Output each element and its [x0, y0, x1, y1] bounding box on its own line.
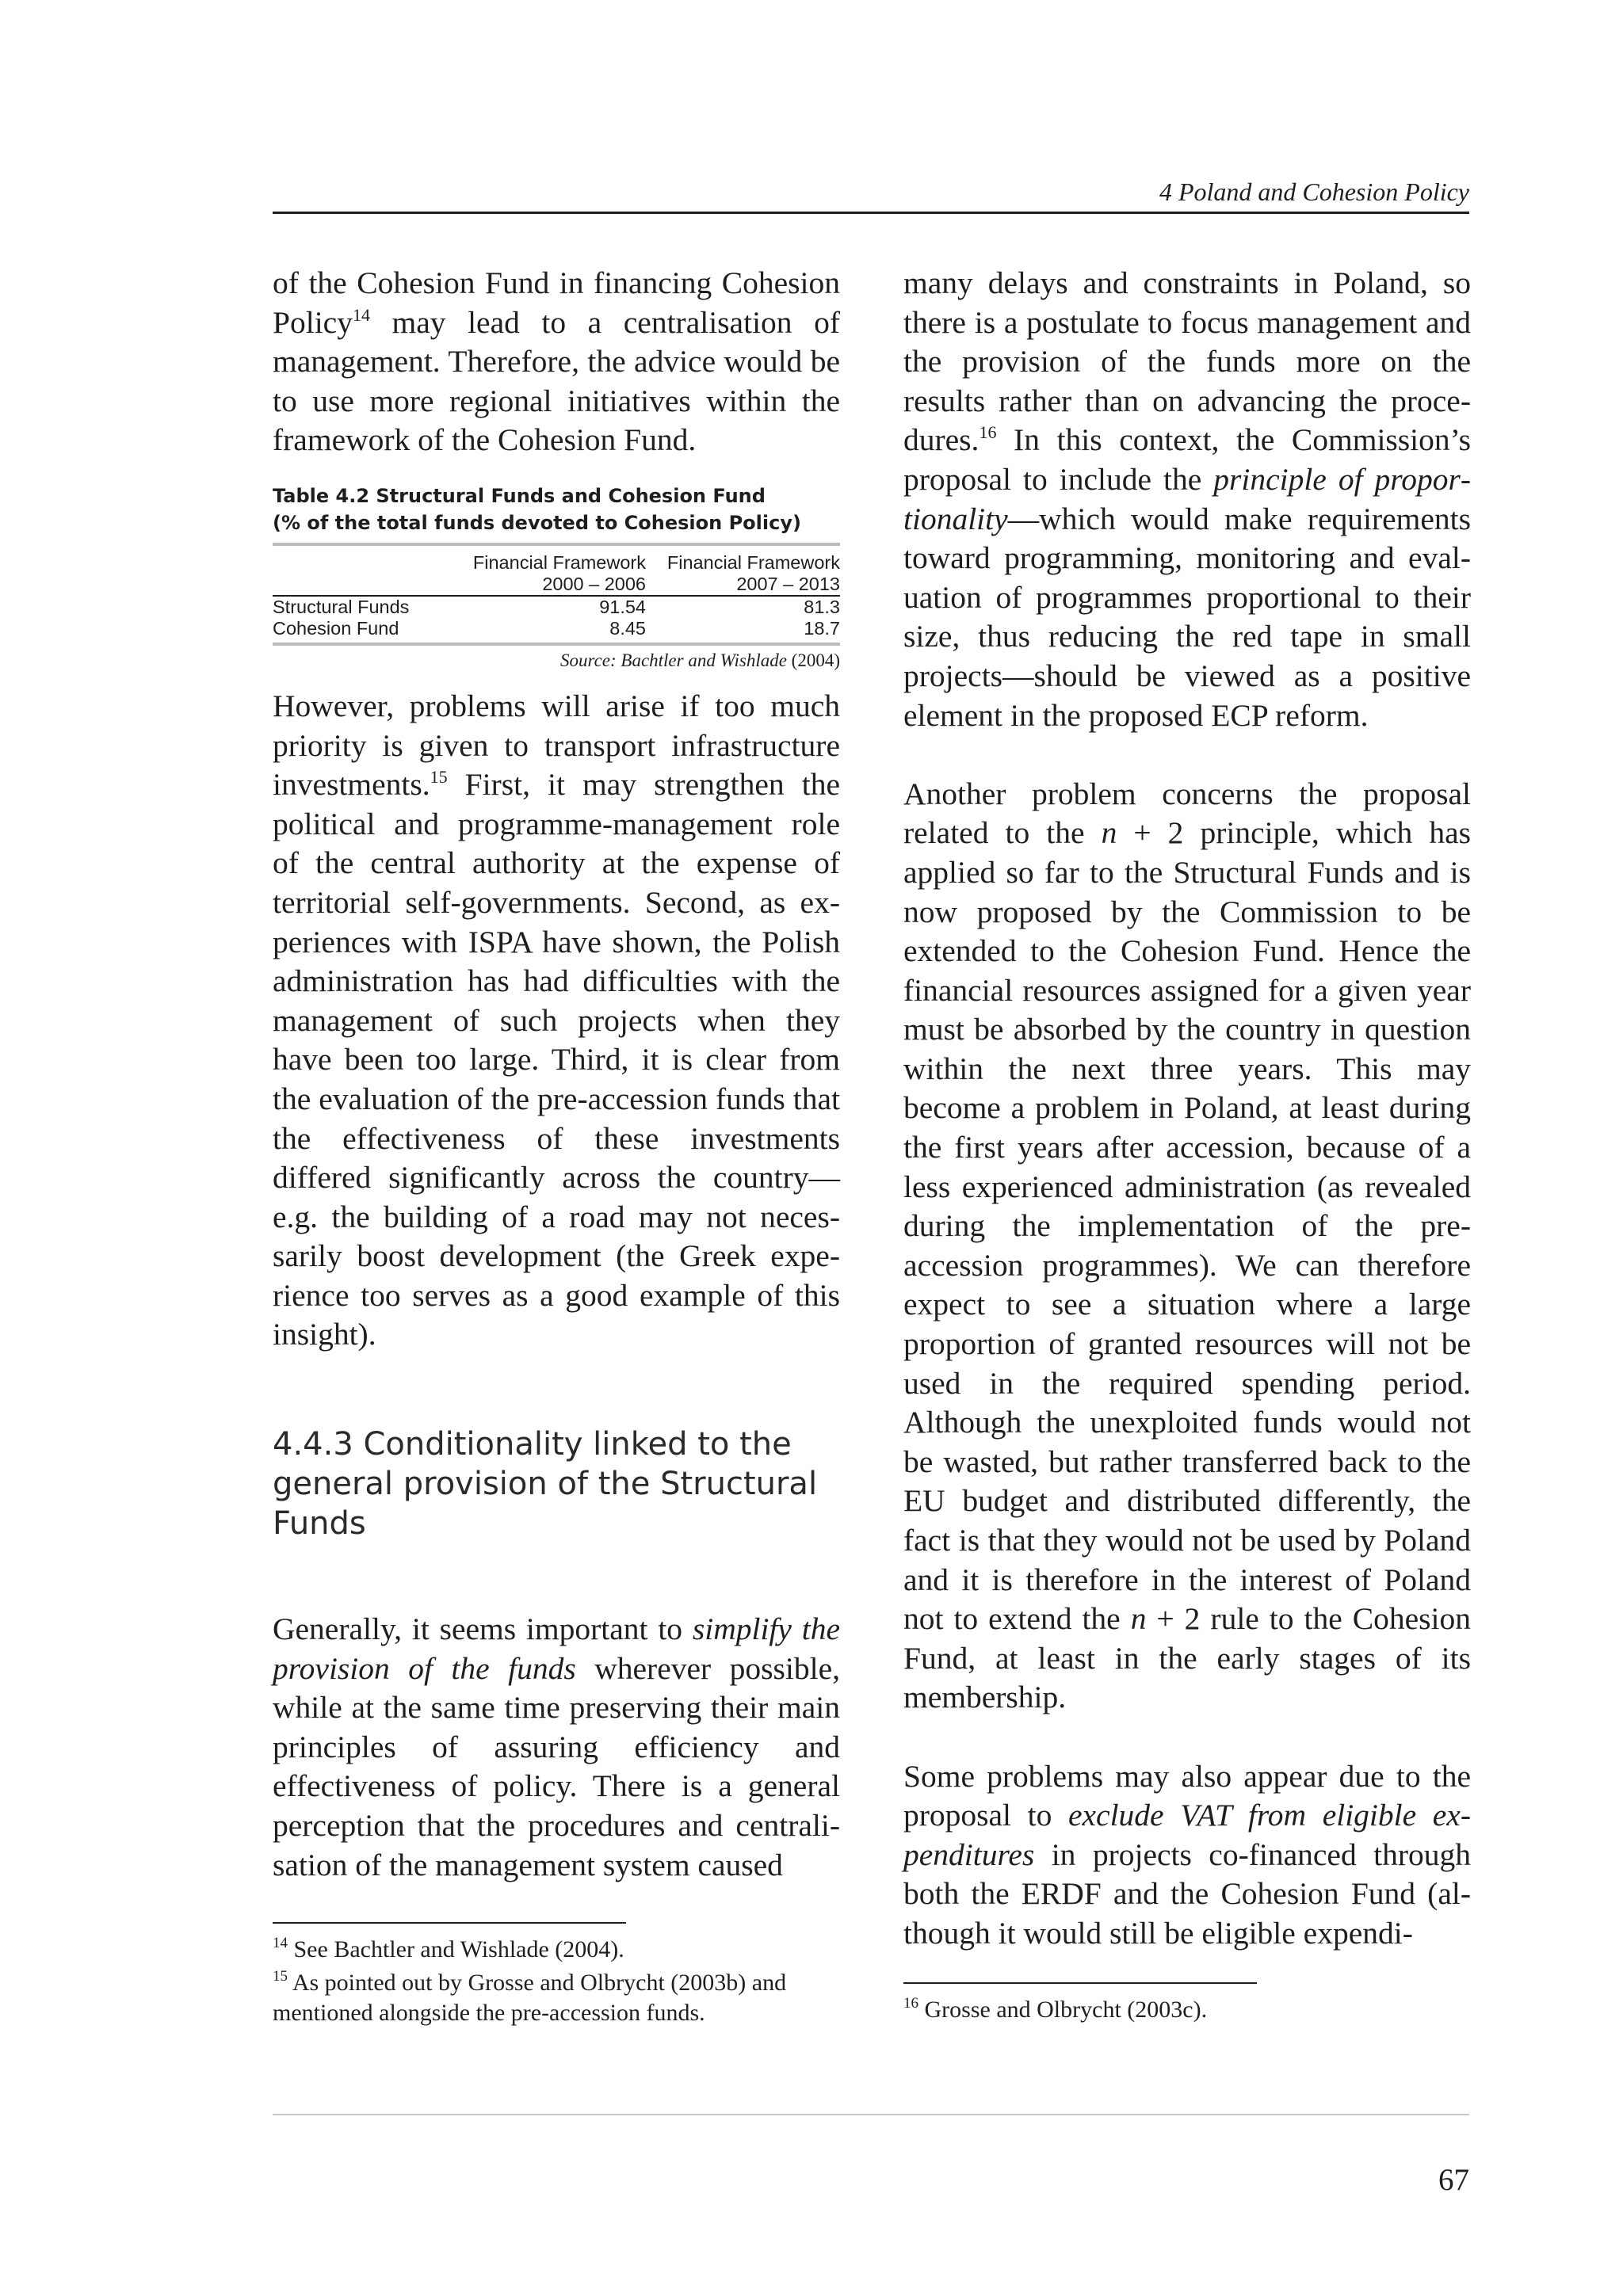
page-number: 67: [1438, 2163, 1469, 2197]
footnotes-left: [273, 1935, 840, 2031]
left-paragraph-3: [273, 1610, 840, 1885]
text-span: However, problems will arise if too much priority is given to transport infrastructure investments.: [273, 688, 840, 803]
emphasis: n: [1101, 815, 1117, 851]
footnote-rule-right: [903, 1982, 1257, 1984]
text-span: + 2 rule to the Cohesion Fund, at least in the early stages of its membership.: [903, 1601, 1471, 1715]
right-paragraph-3: [903, 1757, 1471, 1954]
text-span: Another problem concerns the proposal related to the: [903, 776, 1471, 851]
header-rule: [273, 212, 1469, 214]
table-caption-line-2: (% of the total funds devoted to Cohesion Policy): [273, 511, 801, 534]
emphasis: exclude VAT from eligible expenditures: [903, 1798, 1471, 1872]
left-paragraph-1: [273, 264, 840, 460]
table-cell-value: 8.45: [609, 617, 646, 639]
footnote-number: 15: [273, 1968, 288, 1985]
table-header-blank: [273, 544, 444, 574]
table-header-col-1-period: 2000 – 2006: [444, 574, 646, 596]
text-span: in projects co-financed through both the ERDF and the Cohesion Fund (although it would still be eligible expendi-: [903, 1836, 1471, 1951]
emphasis: principle of proportionality: [903, 461, 1471, 536]
table-source: [273, 647, 840, 674]
right-column: [903, 264, 1471, 1954]
footnote-ref-15[interactable]: 15: [430, 767, 448, 788]
text-span: wherever possible, while at the same time preserving their main principles of assuring efficiency and effectiveness of policy. There is a general perception that the procedures and centralisation of the management system caused: [273, 1650, 840, 1882]
footnote-ref-14[interactable]: 14: [352, 304, 370, 325]
source-year: (2004): [791, 650, 840, 670]
table-header-col-1: Financial Framework: [472, 551, 646, 573]
table-row: [273, 596, 840, 618]
source-label: Source: Bachtler and Wishlade: [559, 650, 787, 670]
right-paragraph-2: [903, 775, 1471, 1718]
table-header-col-2: Financial Framework: [666, 551, 840, 573]
table-cell-label: Cohesion Fund: [273, 617, 399, 639]
table-cell-value: 18.7: [804, 617, 840, 639]
footnotes-right: [903, 1995, 1471, 2028]
text-span: In this context, the Commission’s proposal to include the: [903, 422, 1471, 497]
running-head: 4 Poland and Cohesion Policy: [1159, 177, 1469, 206]
footnote-ref-16[interactable]: 16: [979, 422, 997, 443]
right-paragraph-1: [903, 264, 1471, 735]
footnote-text: Grosse and Olbrycht (2003c).: [918, 1997, 1208, 2023]
emphasis: n: [1130, 1601, 1147, 1637]
footnote-number: 16: [903, 1995, 918, 2012]
text-span: + 2 principle, which has applied so far to the Structural Funds and is now proposed by the Commission to be extended to the Cohesion Fund. Hence the financial resources assigned for a given year must be absorbed by the country in question within the next three years. This may become a problem in Poland, at least during the first years after accession, because of a less experienced administration (as revealed during the implementation of the pre-accession programmes). We can therefore expect to see a situation where a large proportion of granted resources will not be used in the required spending period. Although the unexploited funds would not be wasted, but rather transferred back to the EU budget and distributed differently, the fact is that they would not be used by Poland and it is therefore in the interest of Poland not to extend the: [903, 815, 1471, 1637]
footnote-text: As pointed out by Grosse and Olbrycht (2003b) and mentioned alongside the pre-accession funds.: [273, 1970, 787, 2026]
text-span: First, it may strengthen the political and programme-management role of the central authority at the expense of territorial self-governments. Second, as experiences with ISPA have shown, the Polish administration has had difficulties with the management of such projects when they have been too large. Third, it is clear from the evaluation of the pre-accession funds that the effectiveness of these investments differed significantly across the country—e.g. the building of a road may not necessarily boost development (the Greek experience too serves as a good example of this insight).: [273, 767, 840, 1352]
text-span: —which would make requirements toward programming, monitoring and evaluation of programmes proportional to their size, thus reducing the red tape in small projects—should be viewed as a positive element in the proposed ECP reform.: [903, 501, 1471, 733]
left-paragraph-2: [273, 687, 840, 1355]
left-column: [273, 264, 840, 1885]
table-header-row: [273, 544, 840, 574]
footnote-14: [273, 1935, 840, 1965]
footnote-rule-left: [273, 1922, 626, 1924]
footnote-16: [903, 1995, 1471, 2025]
funds-table: [273, 543, 840, 646]
table-caption-line-1: Table 4.2 Structural Funds and Cohesion Fund: [273, 484, 766, 507]
section-heading: 4.4.3 Conditionality linked to the general provision of the Structural Funds: [273, 1426, 818, 1543]
table-header-row: [273, 574, 840, 596]
footnote-text: See Bachtler and Wishlade (2004).: [288, 1936, 624, 1962]
table-cell-value: 91.54: [599, 596, 646, 617]
emphasis: simplify the provision of the funds: [273, 1611, 840, 1686]
table-header-blank: [273, 574, 444, 596]
text-span: many delays and constraints in Poland, so there is a postulate to focus management and the provision of the funds more on the results rather than on advancing the procedures.: [903, 265, 1471, 458]
text-span: Some problems may also appear due to the proposal to: [903, 1758, 1471, 1833]
table-caption: [273, 482, 840, 536]
table-cell-label: Structural Funds: [273, 596, 410, 617]
text-span: may lead to a centralisation of management. Therefore, the advice would be to use more regional initiatives within the framework of the Cohesion Fund.: [273, 304, 840, 458]
table-row: [273, 618, 840, 644]
text-span: Generally, it seems important to: [273, 1611, 693, 1647]
text-span: of the Cohesion Fund in financing Cohesion Policy: [273, 265, 840, 340]
footnote-number: 14: [273, 1935, 288, 1951]
table-cell-value: 81.3: [804, 596, 840, 617]
footer-rule: [273, 2114, 1469, 2115]
footnote-15: [273, 1968, 840, 2028]
table-header-col-2-period: 2007 – 2013: [646, 574, 840, 596]
